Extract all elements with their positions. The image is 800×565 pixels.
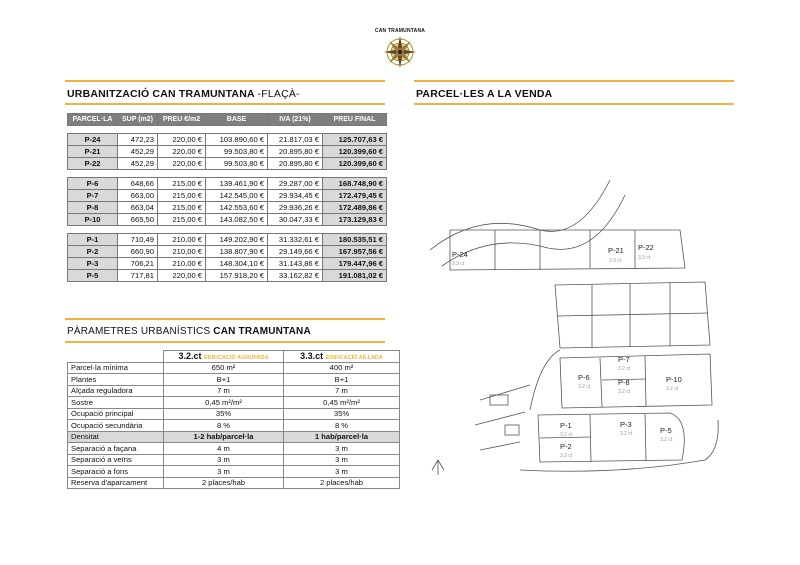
area-cell: 665,50 [118, 214, 158, 226]
price-m2-cell: 215,00 € [158, 190, 206, 202]
price-m2-cell: 215,00 € [158, 178, 206, 190]
param-value: 7 m [284, 385, 400, 397]
params-rule-top [65, 318, 385, 320]
zone-label: 3.2 ct [560, 432, 573, 438]
vat-cell: 29.149,66 € [268, 246, 323, 258]
logo-text: CAN TRAMUNTANA [374, 28, 426, 34]
logo [372, 28, 428, 70]
table-row [68, 431, 400, 443]
base-cell: 142.553,60 € [206, 202, 268, 214]
zone-label: 3.2 ct [660, 437, 673, 443]
base-cell: 148.304,10 € [206, 258, 268, 270]
table-row [68, 146, 387, 158]
middle-dividers [558, 283, 708, 348]
param-value: 1-2 hab/parcel·la [164, 431, 284, 443]
vat-cell: 20.895,80 € [268, 158, 323, 170]
final-price-cell: 125.707,63 € [323, 134, 387, 146]
vat-cell: 33.162,82 € [268, 270, 323, 282]
area-cell: 663,04 [118, 202, 158, 214]
col-header: IVA (21%) [268, 114, 323, 126]
area-cell: 452,29 [118, 146, 158, 158]
vat-cell: 21.817,03 € [268, 134, 323, 146]
table-row [68, 477, 400, 489]
road-upper-inner [442, 195, 625, 266]
final-price-cell: 172.479,45 € [323, 190, 387, 202]
table-row [68, 178, 387, 190]
middle-block [555, 282, 710, 348]
plot-label-p24: P-24 [452, 250, 468, 259]
param-label: Separació a veïns [68, 454, 164, 466]
final-price-cell: 180.535,51 € [323, 234, 387, 246]
plot-label-p1: P-1 [560, 421, 572, 430]
right-title: PARCEL·LES A LA VENDA [416, 88, 553, 100]
param-value: 400 m² [284, 362, 400, 374]
zone-label: 3.2 ct [618, 389, 631, 395]
vat-cell: 20.895,80 € [268, 146, 323, 158]
plot-label-p3: P-3 [620, 420, 632, 429]
param-value: B+1 [164, 374, 284, 386]
param-label: Separació a fons [68, 466, 164, 478]
table-row [68, 397, 400, 409]
vat-cell: 30.047,33 € [268, 214, 323, 226]
vat-cell: 29.287,00 € [268, 178, 323, 190]
plan-labels [452, 243, 682, 451]
area-cell: 717,81 [118, 270, 158, 282]
area-cell: 706,21 [118, 258, 158, 270]
zone-code: 3.2.ct [178, 351, 202, 362]
param-label: Parcel·la mínima [68, 362, 164, 374]
param-value: 650 m² [164, 362, 284, 374]
params-table-header [68, 351, 400, 363]
title-rule-bottom [65, 103, 385, 105]
compass-rose-icon [372, 28, 428, 70]
table-row [68, 420, 400, 432]
final-price-cell: 173.129,83 € [323, 214, 387, 226]
price-m2-cell: 220,00 € [158, 134, 206, 146]
table-row [68, 202, 387, 214]
lot-cell: P-5 [68, 270, 118, 282]
final-price-cell: 167.957,56 € [323, 246, 387, 258]
lot-cell: P-3 [68, 258, 118, 270]
param-value: 35% [164, 408, 284, 420]
base-cell: 142.545,00 € [206, 190, 268, 202]
price-m2-cell: 220,00 € [158, 146, 206, 158]
param-value: B+1 [284, 374, 400, 386]
area-cell: 648,66 [118, 178, 158, 190]
params-title [67, 326, 311, 337]
area-cell: 452,29 [118, 158, 158, 170]
param-value: 8 % [284, 420, 400, 432]
plot-label-p5: P-5 [660, 426, 672, 435]
price-m2-cell: 215,00 € [158, 202, 206, 214]
table-row [68, 443, 400, 455]
base-cell: 138.807,90 € [206, 246, 268, 258]
col-header: PARCEL·LA [68, 114, 118, 126]
road-left-curve [530, 350, 560, 410]
final-price-cell: 191.081,02 € [323, 270, 387, 282]
param-value: 0,45 m²/m² [164, 397, 284, 409]
page-title-main: URBANITZACIÓ CAN TRAMUNTANA [67, 88, 255, 100]
table-row [68, 362, 400, 374]
final-price-cell: 168.748,90 € [323, 178, 387, 190]
param-label: Separació a façana [68, 443, 164, 455]
col-header: PREU €/m2 [158, 114, 206, 126]
area-cell: 472,23 [118, 134, 158, 146]
area-cell: 663,00 [118, 190, 158, 202]
lot-cell: P-1 [68, 234, 118, 246]
table-row [68, 454, 400, 466]
lot-cell: P-2 [68, 246, 118, 258]
param-label: Sostre [68, 397, 164, 409]
table-row [68, 234, 387, 246]
params-title-suffix: CAN TRAMUNTANA [213, 326, 311, 337]
north-arrow-icon [432, 460, 444, 475]
param-label: Densitat [68, 431, 164, 443]
plot-label-p6: P-6 [578, 373, 590, 382]
plot-label-p7: P-7 [618, 355, 630, 364]
vat-cell: 29.936,26 € [268, 202, 323, 214]
plot-label-p10: P-10 [666, 375, 682, 384]
table-row [68, 190, 387, 202]
lot-cell: P-8 [68, 202, 118, 214]
table-row [68, 270, 387, 282]
col-header: BASE [206, 114, 268, 126]
param-label: Reserva d'aparcament [68, 477, 164, 489]
params-rule-bottom [65, 341, 385, 343]
param-value: 0,45 m²/m² [284, 397, 400, 409]
param-value: 3 m [164, 466, 284, 478]
plan-lines [430, 180, 718, 471]
vat-cell: 29.934,45 € [268, 190, 323, 202]
base-cell: 143.082,50 € [206, 214, 268, 226]
final-price-cell: 179.447,96 € [323, 258, 387, 270]
table-row [68, 466, 400, 478]
zone-label: 3.2 ct [620, 431, 633, 437]
table-row [68, 258, 387, 270]
price-table-header [68, 114, 387, 126]
plot-plan [420, 170, 720, 490]
price-m2-cell: 210,00 € [158, 234, 206, 246]
final-price-cell: 120.399,60 € [323, 146, 387, 158]
lot-cell: P-21 [68, 146, 118, 158]
param-value: 3 m [284, 466, 400, 478]
param-value: 2 places/hab [164, 477, 284, 489]
zone-label: 3.3 ct [452, 261, 465, 267]
table-row [68, 408, 400, 420]
params-title-main: PÀRAMETRES URBANÍSTICS [67, 326, 211, 337]
vat-cell: 31.332,61 € [268, 234, 323, 246]
lot-cell: P-6 [68, 178, 118, 190]
price-m2-cell: 215,00 € [158, 214, 206, 226]
area-cell: 660,90 [118, 246, 158, 258]
col-header-3-2ct [164, 351, 284, 363]
param-label: Ocupació principal [68, 408, 164, 420]
zone-type: EDIFICACIÓ AGRUPADA [204, 355, 269, 362]
zone-label: 3.3 ct [609, 258, 622, 264]
base-cell: 99.503,80 € [206, 146, 268, 158]
area-cell: 710,49 [118, 234, 158, 246]
price-m2-cell: 220,00 € [158, 158, 206, 170]
right-title-rule-top [414, 80, 734, 82]
col-header: PREU FINAL [323, 114, 387, 126]
table-row [68, 246, 387, 258]
page-title [67, 88, 300, 100]
final-price-cell: 120.399,60 € [323, 158, 387, 170]
param-value: 1 hab/parcel·la [284, 431, 400, 443]
base-cell: 139.461,90 € [206, 178, 268, 190]
table-row [68, 385, 400, 397]
table-row [68, 214, 387, 226]
param-value: 2 places/hab [284, 477, 400, 489]
plot-label-p8: P-8 [618, 378, 630, 387]
param-value: 3 m [164, 454, 284, 466]
plot-label-p22: P-22 [638, 243, 654, 252]
title-rule-top [65, 80, 385, 82]
col-header-3-3ct [284, 351, 400, 363]
param-label: Ocupació secundària [68, 420, 164, 432]
param-value: 3 m [284, 454, 400, 466]
plot-label-p2: P-2 [560, 442, 572, 451]
param-value: 35% [284, 408, 400, 420]
table-row [68, 134, 387, 146]
page-title-suffix: -FLAÇÀ- [257, 88, 300, 100]
table-row [68, 158, 387, 170]
right-title-rule-bottom [414, 103, 734, 105]
building [505, 425, 519, 435]
zone-label: 3.2 ct [578, 384, 591, 390]
param-value: 7 m [164, 385, 284, 397]
zone-label: 3.3 ct [638, 255, 651, 261]
lot-cell: P-7 [68, 190, 118, 202]
blank-header [68, 351, 164, 363]
zone-label: 3.2 ct [666, 386, 679, 392]
vat-cell: 31.143,86 € [268, 258, 323, 270]
price-m2-cell: 220,00 € [158, 270, 206, 282]
zone-code: 3.3.ct [300, 351, 324, 362]
params-table [67, 350, 400, 489]
param-label: Plantes [68, 374, 164, 386]
zone-label: 3.2 ct [618, 366, 631, 372]
table-row [68, 374, 400, 386]
price-table [67, 113, 387, 282]
base-cell: 157.918,20 € [206, 270, 268, 282]
param-value: 3 m [284, 443, 400, 455]
col-header: SUP (m2) [118, 114, 158, 126]
lot-cell: P-24 [68, 134, 118, 146]
param-label: Alçada reguladora [68, 385, 164, 397]
plot-label-p21: P-21 [608, 246, 624, 255]
lot-cell: P-10 [68, 214, 118, 226]
base-cell: 99.503,80 € [206, 158, 268, 170]
zone-label: 3.2 ct [560, 453, 573, 459]
param-value: 4 m [164, 443, 284, 455]
price-m2-cell: 210,00 € [158, 258, 206, 270]
final-price-cell: 172.489,86 € [323, 202, 387, 214]
lot-cell: P-22 [68, 158, 118, 170]
zone-type: EDIFICACIÓ AÏLLADA [325, 355, 383, 362]
param-value: 8 % [164, 420, 284, 432]
base-cell: 149.202,90 € [206, 234, 268, 246]
price-m2-cell: 210,00 € [158, 246, 206, 258]
road-upper [430, 180, 610, 250]
base-cell: 103.890,60 € [206, 134, 268, 146]
